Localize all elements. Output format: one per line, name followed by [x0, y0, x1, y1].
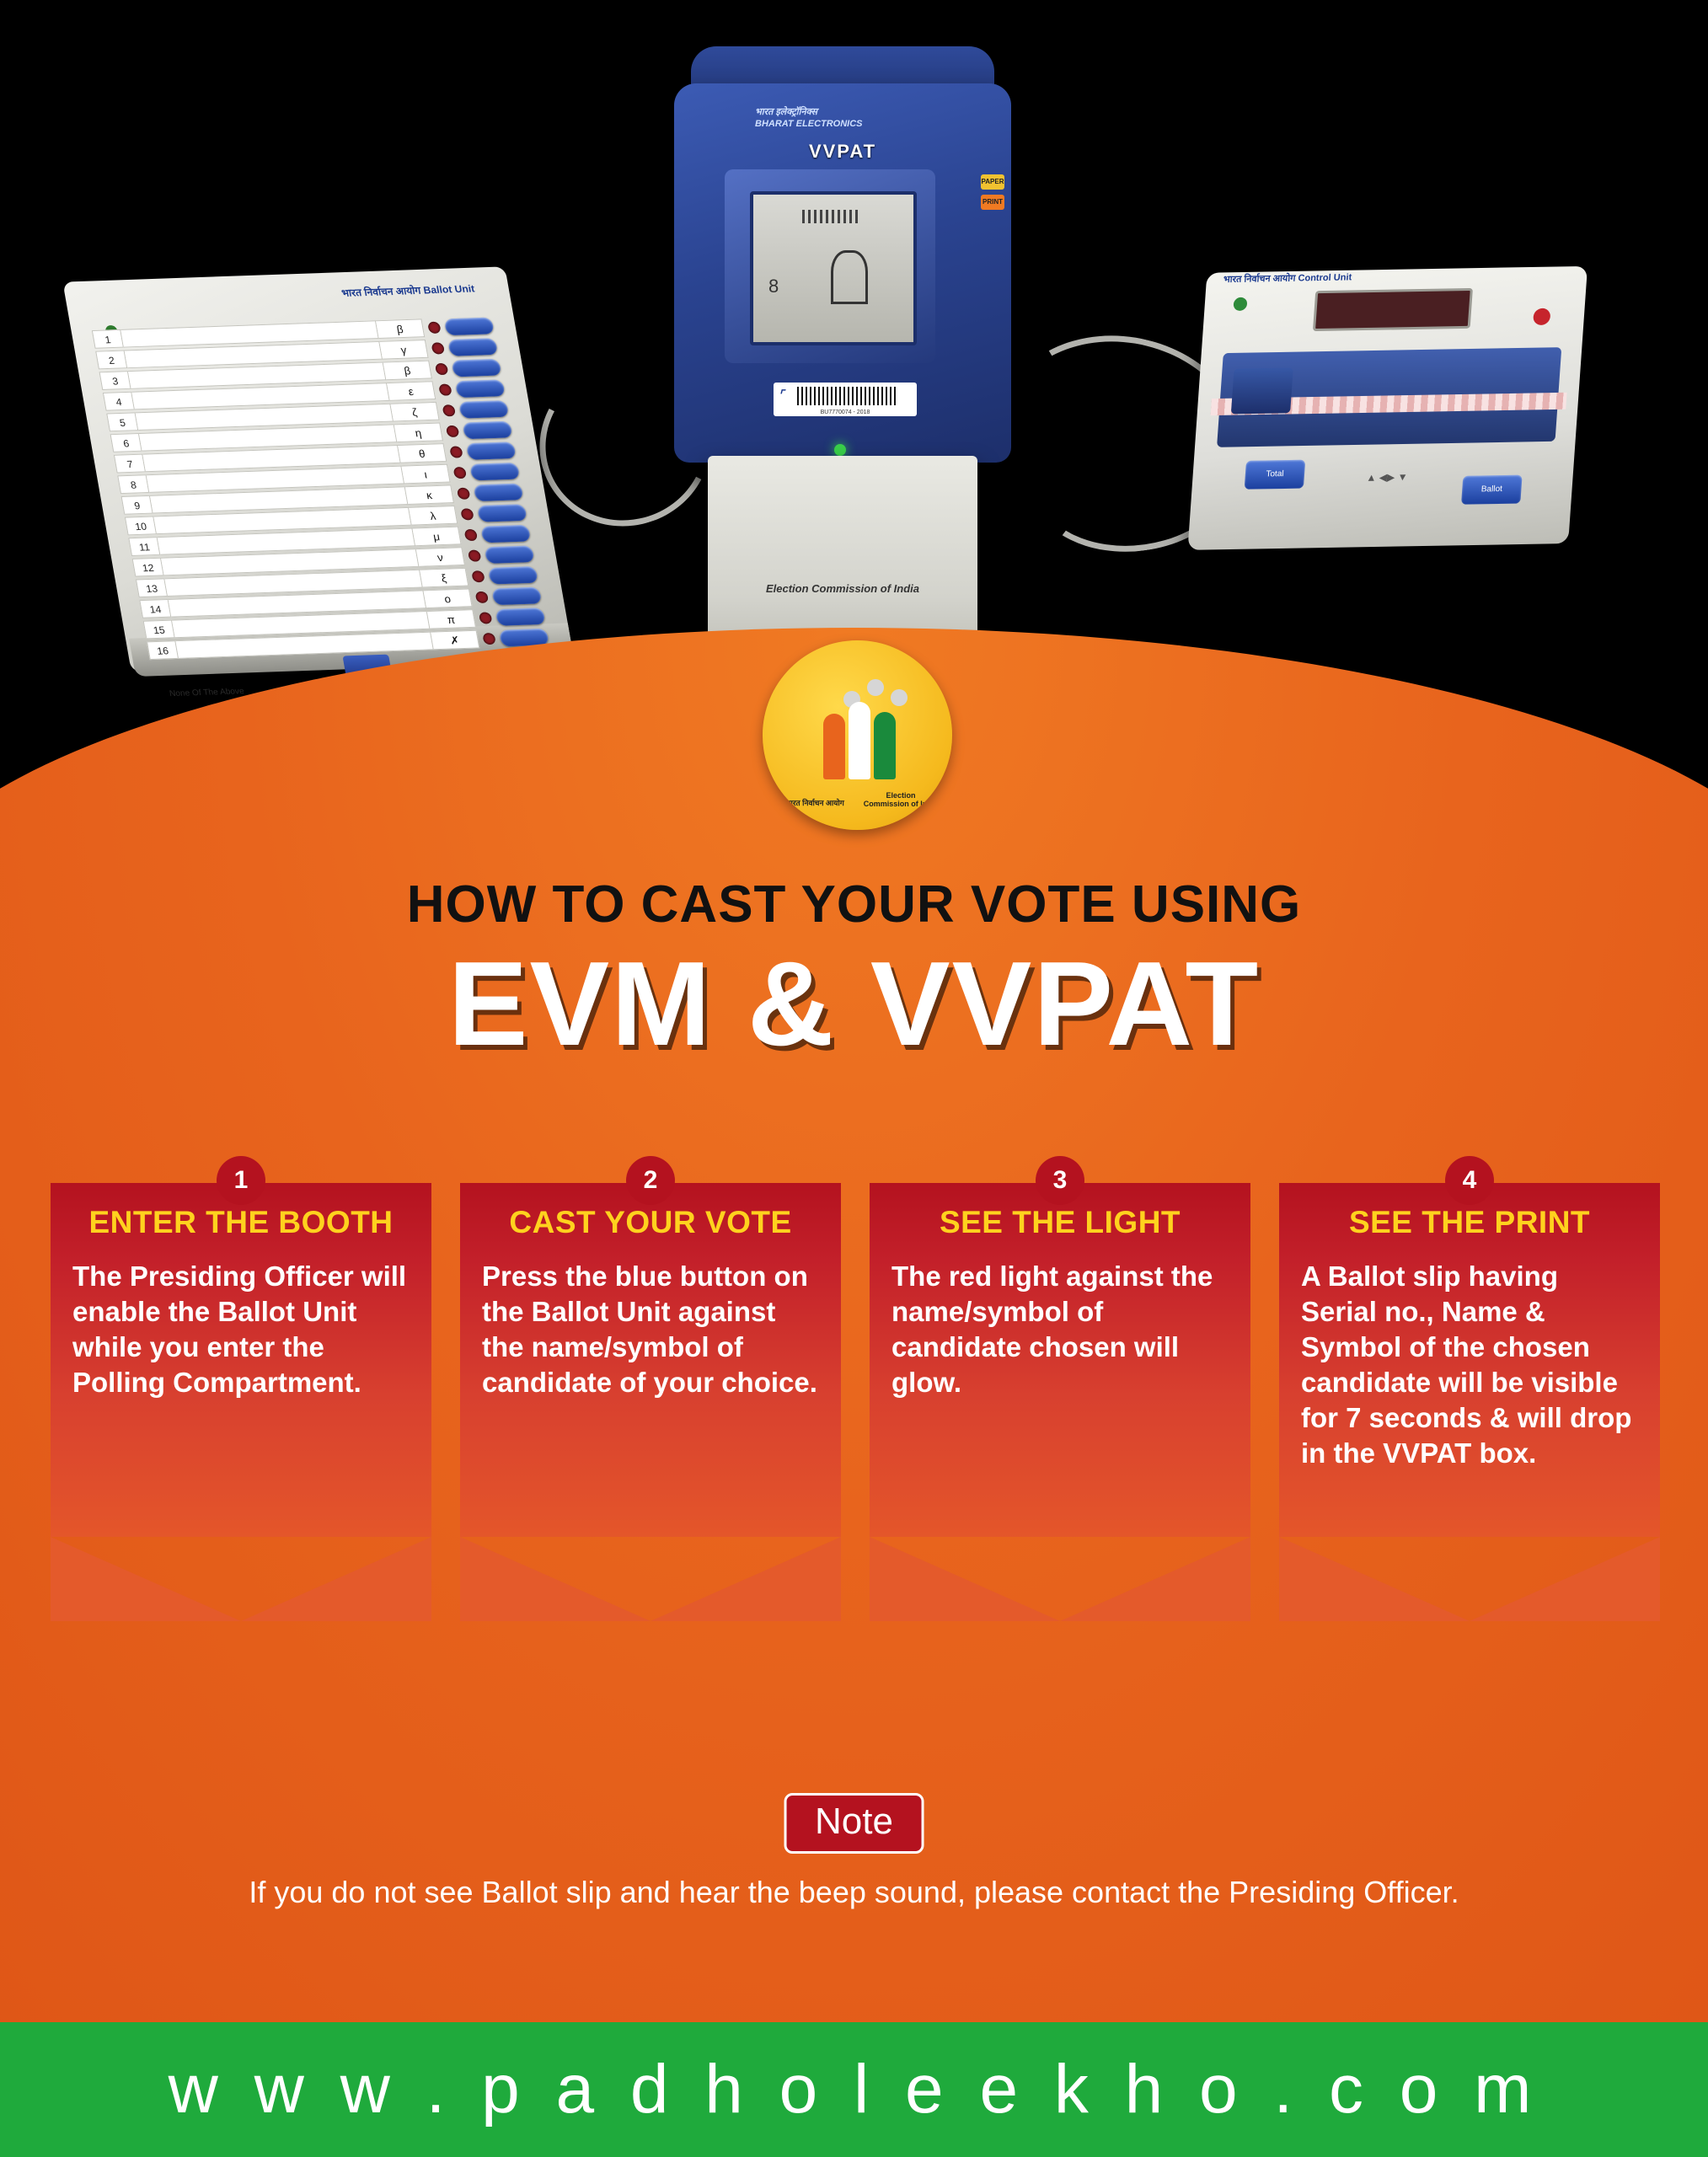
vvpat-label: VVPAT	[808, 141, 877, 162]
step-number-badge: 1	[217, 1156, 265, 1205]
vvpat-side-tabs	[981, 174, 1004, 215]
bel-logo-icon: ⌜	[779, 388, 784, 401]
ballot-row-number: 8	[117, 474, 149, 494]
slip-text-lines	[802, 210, 861, 223]
ballot-row-lamp	[449, 446, 463, 458]
ballot-row-button[interactable]	[463, 421, 513, 440]
logo-bar-white	[849, 702, 870, 779]
control-unit-header-label: भारत निर्वाचन आयोग Control Unit	[1223, 272, 1352, 286]
ballot-row-button[interactable]	[491, 587, 542, 606]
page-title: EVM & VVPAT	[447, 937, 1261, 1071]
vvpat-tab-paper: PAPER	[981, 174, 1004, 190]
step-description: A Ballot slip having Serial no., Name & Symbol of the chosen candidate will be visible for 7 seconds & will drop in the VVPAT box.	[1301, 1260, 1632, 1469]
ballot-row-lamp	[438, 384, 452, 396]
ballot-row-symbol: π	[427, 609, 476, 629]
ballot-row-button[interactable]	[444, 318, 495, 336]
step-description: The Presiding Officer will enable the Ballot Unit while you enter the Polling Compartment.	[72, 1260, 407, 1398]
ballot-row-symbol: ζ	[390, 402, 439, 422]
ballot-row-number: 1	[92, 329, 124, 349]
step-description: The red light against the name/symbol of candidate chosen will glow.	[891, 1260, 1213, 1398]
ballot-row-symbol: λ	[409, 506, 458, 526]
ballot-row-button[interactable]	[474, 483, 524, 501]
logo-bar-green	[874, 712, 896, 779]
ballot-row-button[interactable]	[477, 504, 527, 522]
ballot-row-button[interactable]	[458, 400, 509, 419]
ballot-row-number: 4	[103, 392, 135, 411]
ballot-row-button[interactable]	[495, 607, 546, 626]
ballot-row-lamp	[475, 591, 490, 603]
logo-dot	[891, 689, 908, 706]
ballot-row-lamp	[471, 570, 485, 582]
ballot-row-lamp	[457, 488, 471, 500]
control-unit-ballot-button[interactable]: Ballot	[1461, 475, 1523, 505]
ballot-unit-candidate-list	[92, 316, 550, 661]
vvpat-brand-english: BHARAT ELECTRONICS	[755, 118, 863, 129]
ballot-row-symbol: ε	[387, 381, 436, 401]
ballot-row-number: 11	[128, 537, 160, 556]
ballot-row-number: 3	[99, 371, 131, 390]
ballot-row-symbol: β	[383, 361, 432, 381]
ballot-row-lamp	[464, 529, 479, 541]
vvpat-brand-hindi: भारत इलेक्ट्रॉनिक्स	[755, 107, 817, 117]
ballot-row-number: 6	[110, 433, 142, 452]
ballot-row-number: 10	[125, 516, 157, 535]
control-unit-slider-cover[interactable]	[1231, 367, 1293, 414]
vvpat-unit	[674, 46, 1011, 687]
ballot-row-number: 2	[95, 351, 127, 370]
step-title: SEE THE LIGHT	[939, 1205, 1181, 1239]
vvpat-tab-print: PRINT	[981, 195, 1004, 210]
step-description: Press the blue button on the Ballot Unit against the name/symbol of candidate of your choice.	[482, 1260, 817, 1398]
ballot-row-number: 14	[139, 599, 171, 618]
ballot-row-symbol: μ	[412, 527, 461, 547]
control-unit-total-button[interactable]: Total	[1245, 460, 1306, 490]
step-2	[460, 1156, 841, 1537]
ballot-unit-nota-label: None Of The Above	[169, 687, 245, 699]
control-unit	[1186, 256, 1603, 603]
ballot-row-symbol: κ	[405, 484, 454, 505]
step-number-badge: 3	[1036, 1156, 1084, 1205]
barcode-bars	[797, 387, 898, 405]
ballot-row-symbol: θ	[398, 443, 447, 463]
footer-bar	[0, 2022, 1708, 2157]
step-1	[51, 1156, 431, 1537]
ballot-row-lamp	[479, 612, 493, 624]
ballot-row-symbol: η	[394, 423, 443, 443]
ballot-row-button[interactable]	[447, 338, 498, 356]
ballot-row-button[interactable]	[455, 379, 506, 398]
control-unit-display	[1313, 288, 1473, 331]
ballot-row-lamp	[435, 363, 449, 375]
ballot-row-symbol: γ	[379, 340, 428, 360]
vvpat-slip-serial-number: 8	[768, 276, 779, 297]
control-unit-arrow-keys-icon[interactable]: ▲ ◀▶ ▼	[1366, 471, 1409, 484]
ballot-row-lamp	[446, 426, 460, 437]
page-subtitle: HOW TO CAST YOUR VOTE USING	[406, 875, 1302, 934]
ballot-row-lamp	[482, 633, 496, 645]
ballot-row-lamp	[453, 467, 468, 479]
vvpat-brand-label	[755, 107, 863, 131]
step-title: CAST YOUR VOTE	[509, 1205, 792, 1239]
step-number-badge: 2	[626, 1156, 675, 1205]
ballot-row-button[interactable]	[488, 566, 538, 585]
ballot-row-number: 9	[121, 495, 153, 515]
ballot-row-lamp	[427, 322, 442, 334]
logo-dot	[867, 679, 884, 696]
ballot-row-symbol: ✗	[431, 630, 479, 650]
step-card	[460, 1183, 841, 1537]
vvpat-barcode-text: BU7770074 - 2018	[820, 409, 870, 415]
step-number-badge: 4	[1445, 1156, 1494, 1205]
ballot-row-number: 15	[143, 620, 175, 640]
ballot-row-number: 5	[106, 412, 138, 431]
ballot-row-lamp	[468, 549, 482, 561]
vvpat-hood	[674, 83, 1011, 463]
logo-text-hindi: भारत निर्वाचन आयोग	[785, 799, 844, 807]
vvpat-barcode-sticker	[774, 383, 917, 416]
step-card	[870, 1183, 1250, 1537]
note-badge: Note	[784, 1793, 924, 1854]
ballot-row-symbol: ν	[416, 547, 465, 567]
ballot-row-button[interactable]	[466, 442, 517, 460]
ballot-row-number: 13	[136, 578, 168, 597]
ballot-row-lamp	[431, 342, 446, 354]
note-text: If you do not see Ballot slip and hear the beep sound, please contact the Presiding Officer.	[249, 1875, 1459, 1909]
ballot-row-lamp	[460, 508, 474, 520]
logo-bar-saffron	[823, 714, 845, 779]
step-title: SEE THE PRINT	[1348, 1205, 1591, 1239]
election-commission-logo	[763, 640, 952, 830]
ballot-row-symbol: ι	[401, 464, 450, 484]
ballot-row-symbol: ο	[423, 588, 472, 608]
ballot-row-number: 16	[147, 640, 179, 660]
step-title: ENTER THE BOOTH	[88, 1205, 394, 1239]
ballot-row-number: 12	[132, 558, 164, 577]
ballot-row-button[interactable]	[452, 359, 502, 377]
ballot-row-number: 7	[114, 454, 146, 474]
footer-website-url[interactable]: w w w . p a d h o l e e k h o . c o m	[168, 2051, 1540, 2128]
step-card	[51, 1183, 431, 1537]
vvpat-viewing-window	[750, 191, 917, 345]
ballot-row-symbol: β	[376, 318, 425, 339]
ballot-unit-header-label: भारत निर्वाचन आयोग Ballot Unit	[340, 282, 476, 299]
ballot-row-button[interactable]	[485, 545, 535, 564]
step-card	[1279, 1183, 1660, 1537]
ballot-row-button[interactable]	[469, 463, 520, 481]
ballot-row-lamp	[442, 404, 457, 416]
step-4	[1279, 1156, 1660, 1537]
vvpat-slip-symbol	[831, 250, 868, 304]
ballot-row-symbol: ξ	[420, 568, 468, 588]
vvpat-box-label: Election Commission of India	[765, 582, 920, 595]
step-3	[870, 1156, 1250, 1537]
steps-container	[51, 1156, 1660, 1537]
logo-text-english: Election Commission of India	[863, 791, 939, 808]
vvpat-power-led	[834, 444, 846, 456]
ballot-row-button[interactable]	[480, 525, 531, 543]
